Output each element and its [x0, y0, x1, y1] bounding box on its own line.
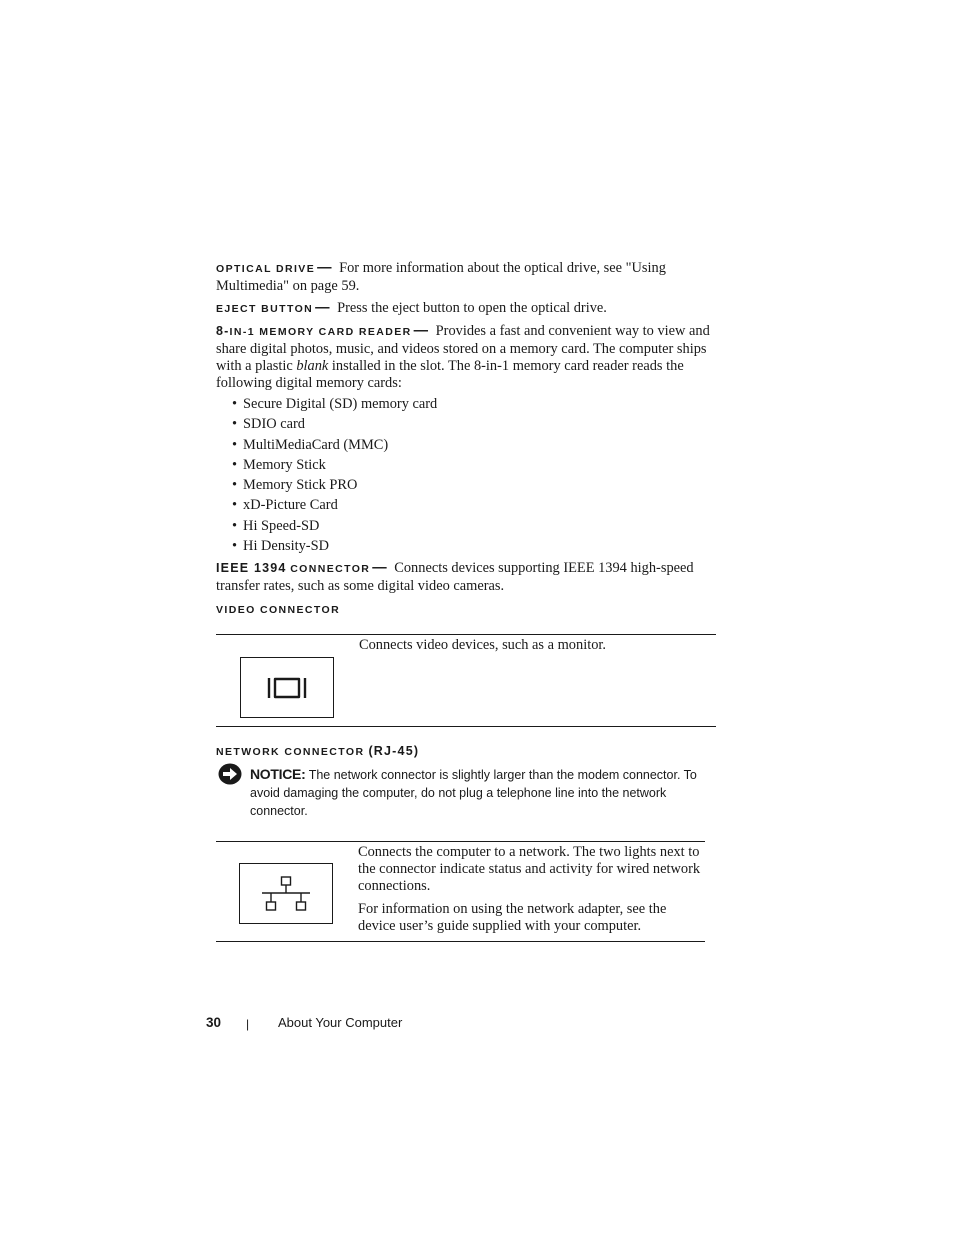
- page-number: 30: [206, 1015, 222, 1030]
- network-connector-icon: [240, 864, 332, 923]
- card-reader-text-emphasis: blank: [296, 358, 329, 374]
- ieee-term-prefix: IEEE 1394: [216, 561, 287, 575]
- video-connector-heading: VIDEO CONNECTOR: [216, 604, 341, 616]
- eject-button-term: EJECT BUTTON: [216, 303, 314, 315]
- video-connector-icon-box: [240, 657, 334, 718]
- optical-drive-term: OPTICAL DRIVE: [216, 263, 316, 275]
- list-item: • xD-Picture Card: [232, 495, 437, 515]
- card-reader-paragraph: [216, 323, 716, 392]
- card-reader-term: IN-1 MEMORY CARD READER: [229, 326, 412, 338]
- footer-section-title: About Your Computer: [278, 1015, 403, 1030]
- card-reader-text-after: installed in the slot. The 8-in-1 memory card reader reads the following digital memory cards:: [216, 358, 684, 391]
- em-dash: —: [372, 560, 387, 576]
- list-item: • Memory Stick PRO: [232, 475, 437, 495]
- optical-drive-paragraph: [216, 260, 686, 295]
- table-top-rule: [216, 841, 705, 842]
- list-item: • Secure Digital (SD) memory card: [232, 394, 437, 414]
- em-dash: —: [413, 323, 429, 339]
- list-item: • Hi Density-SD: [232, 536, 437, 556]
- table-top-rule: [216, 634, 716, 635]
- network-adapter-info: For information on using the network adapter, see the device user’s guide supplied with your computer.: [358, 901, 667, 934]
- eject-button-text: Press the eject button to open the optical drive.: [337, 300, 607, 316]
- notice-text: The network connector is slightly larger than the modem connector. To avoid damaging the computer, do not plug a telephone line into the network connector.: [250, 768, 697, 818]
- eject-button-paragraph: [216, 300, 696, 318]
- em-dash: —: [317, 260, 332, 276]
- ieee-paragraph: [216, 560, 696, 595]
- network-connector-term: NETWORK CONNECTOR: [216, 746, 365, 758]
- network-connector-description: Connects the computer to a network. The two lights next to the connector indicate status and activity for wired network connections.: [358, 844, 701, 894]
- optical-drive-text: For more information about the optical drive, see "Using Multimedia" on page 59.: [216, 260, 666, 294]
- notice-arrow-icon: [218, 763, 242, 785]
- ieee-term: CONNECTOR: [290, 563, 371, 575]
- ieee-text: Connects devices supporting IEEE 1394 high-speed transfer rates, such as some digital video cameras.: [216, 560, 694, 594]
- table-bottom-rule: [216, 941, 705, 942]
- footer-separator: |: [246, 1017, 250, 1031]
- card-reader-term-prefix: 8-: [216, 324, 230, 338]
- table-bottom-rule: [216, 726, 716, 727]
- notice-label: NOTICE:: [250, 766, 306, 782]
- network-connector-suffix: (RJ-45): [368, 744, 420, 758]
- list-item: • MultiMediaCard (MMC): [232, 435, 437, 455]
- video-connector-icon: [241, 658, 333, 717]
- list-item: • SDIO card: [232, 414, 437, 434]
- memory-card-list: [232, 394, 437, 556]
- card-reader-text-before: Provides a fast and convenient way to view and share digital photos, music, and videos stored on a memory card. The computer ships with a plastic: [216, 323, 710, 374]
- list-item: • Hi Speed-SD: [232, 516, 437, 536]
- video-connector-description: Connects video devices, such as a monitor.: [359, 637, 606, 653]
- network-connector-icon-box: [239, 863, 333, 924]
- list-item: • Memory Stick: [232, 455, 437, 475]
- notice-block: [250, 765, 710, 820]
- em-dash: —: [315, 300, 330, 316]
- network-connector-heading: [216, 742, 419, 760]
